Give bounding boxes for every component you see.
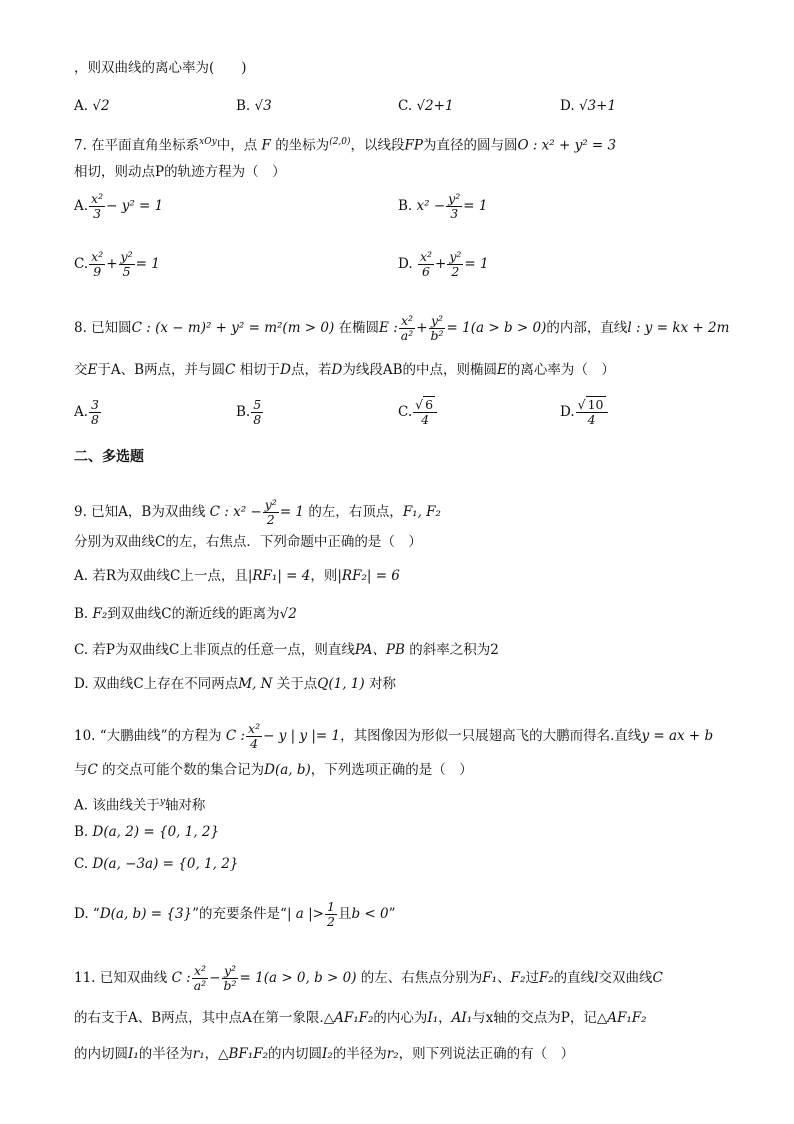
q9-stem-line2: 分别为双曲线C的左，右焦点．下列命题中正确的是（ ）	[74, 534, 422, 550]
q8-option-c[interactable]: C. $\frac{√ 6}{4}$	[398, 398, 438, 427]
q8-option-a[interactable]: A. $\frac{3}{8}$	[74, 397, 99, 427]
q10-stem-line2: 与C 的交点可能个数的集合记为D(a, b)，下列选项正确的是（ ）	[74, 762, 473, 778]
q11-stem-line1: 11. 已知双曲线 C : $\frac{\text{x²}}{\text{a²}}$ − $\frac{\text{y²}}{\text{b²}}$ = 1(a > 0, b > 0) 的左、右焦点分别为F₁、F₂过F₂的直线l交双曲线C	[74, 963, 663, 993]
q7-option-b[interactable]: B. x² − $\frac{\text{y²}}{3}$ = 1	[398, 191, 488, 221]
q8-stem-line2: 交E于A、B两点，并与圆C 相切于D点，若D为线段AB的中点，则椭圆E的离心率为（ ）	[74, 362, 615, 378]
q6-stem: ，则双曲线的离心率为( )	[74, 60, 247, 76]
q7-option-a[interactable]: A. $\frac{\text{x²}}{3}$ − y² = 1	[74, 191, 164, 221]
q6-option-d[interactable]: D. √3+1	[560, 98, 617, 114]
q9-stem-line1: 9. 已知A，B为双曲线 C : x² − $\frac{\text{y²}}{2}$ = 1 的左，右顶点，F₁, F₂	[74, 497, 441, 527]
q9-option-b[interactable]: B. F₂到双曲线C的渐近线的距离为√2	[74, 606, 297, 622]
q6-option-a[interactable]: A. √2	[74, 98, 110, 114]
q7-option-d[interactable]: D. $\frac{\text{x²}}{6}$ + $\frac{\text{y²}}{2}$ = 1	[398, 249, 489, 279]
section-heading-multiple-choice: 二、多选题	[74, 449, 144, 465]
q11-stem-line3: 的内切圆I₁的半径为r₁，△BF₁F₂的内切圆I₂的半径为r₂，则下列说法正确的有（ ）	[74, 1046, 575, 1062]
q10-option-c[interactable]: C. D(a, −3a) = {0, 1, 2}	[74, 856, 239, 872]
q7-stem-line2: 相切，则动点P的轨迹方程为（ ）	[74, 164, 286, 180]
q10-option-b[interactable]: B. D(a, 2) = {0, 1, 2}	[74, 824, 220, 840]
q8-option-b[interactable]: B. $\frac{5}{8}$	[236, 397, 262, 427]
q10-option-a[interactable]: A. 该曲线关于$^y$轴对称	[74, 797, 206, 814]
q7-option-c[interactable]: C. $\frac{\text{x²}}{9}$ + $\frac{\text{y²}}{5}$ = 1	[74, 249, 160, 279]
q8-option-d[interactable]: D. $\frac{√ 10}{4}$	[560, 398, 609, 427]
q9-option-a[interactable]: A. 若R为双曲线C上一点，且|RF₁| = 4，则|RF₂| = 6	[74, 568, 400, 584]
q10-option-d[interactable]: D. “D(a, b) = {3}”的充要条件是“| a |> $\frac{1}{2}$ 且b < 0”	[74, 899, 396, 929]
q7-stem-line1: 7. 在平面直角坐标系$^{xOy}$中，点 F 的坐标为$^{(2,0)}$，以线段FP为直径的圆与圆O : x² + y² = 3	[74, 137, 617, 154]
q9-option-d[interactable]: D. 双曲线C上存在不同两点M, N 关于点Q(1, 1) 对称	[74, 676, 396, 692]
q10-stem-line1: 10. “大鹏曲线”的方程为 C : $\frac{\text{x²}}{4}$ − y | y |= 1，其图像因为形似一只展翅高飞的大鹏而得名.直线y = ax + b	[74, 721, 714, 751]
q8-stem-line1: 8. 已知圆C : (x − m)² + y² = m²(m > 0) 在椭圆E : $\frac{\text{x²}}{\text{a²}}$ + $\frac{\text{y²}}{\text{b²}}$ = 1(a > b > 0)的内部，直线l : y = kx + 2m	[74, 313, 730, 343]
q9-option-c[interactable]: C. 若P为双曲线C上非顶点的任意一点，则直线PA、PB 的斜率之积为2	[74, 642, 499, 658]
q6-option-b[interactable]: B. √3	[236, 98, 272, 114]
q11-stem-line2: 的右支于A、B两点，其中点A在第一象限.△AF₁F₂的内心为I₁，AI₁与x轴的交点为P，记△AF₁F₂	[74, 1010, 647, 1026]
q6-option-c[interactable]: C. √2+1	[398, 98, 454, 114]
